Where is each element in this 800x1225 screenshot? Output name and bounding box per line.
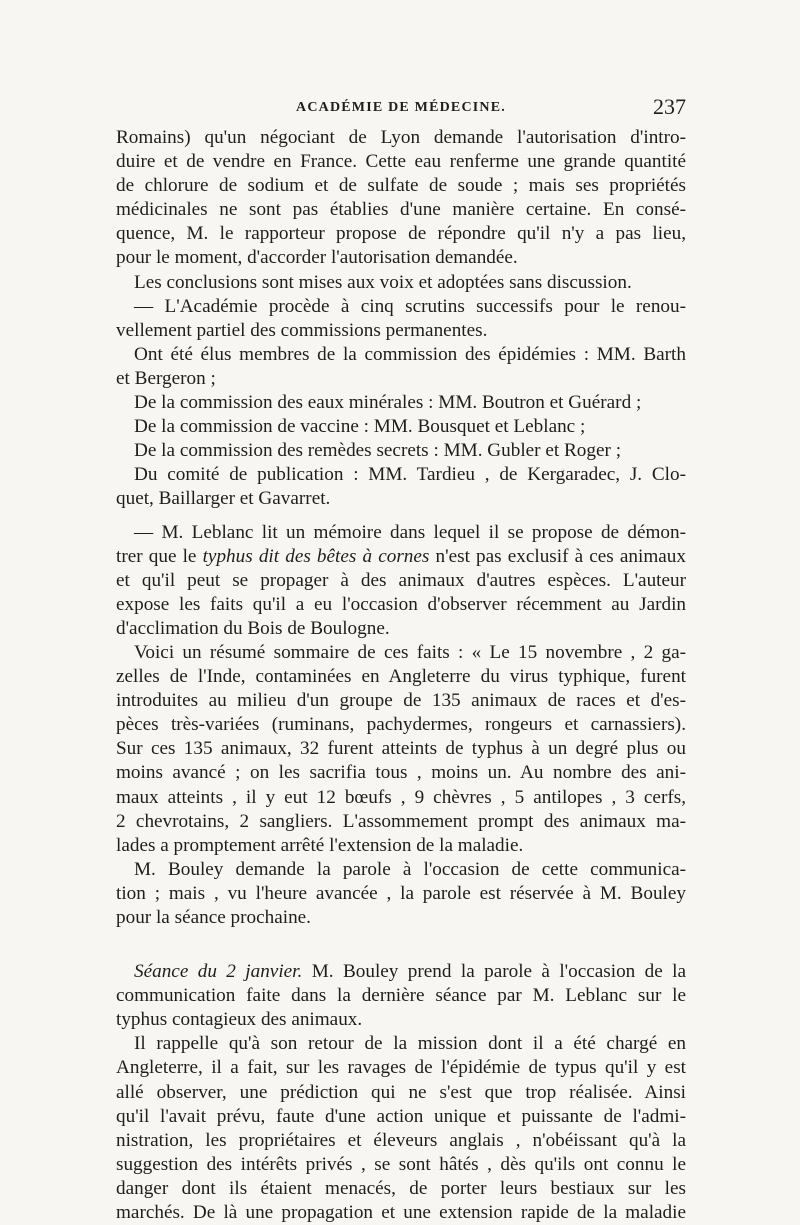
text-line: 2 chevrotains, 2 sangliers. L'assommement prompt des animaux ma- — [116, 810, 686, 832]
text-line: pour la séance prochaine. — [116, 907, 311, 928]
text-line: de chlorure de sodium et de sulfate de soude ; mais ses propriétés — [116, 175, 686, 197]
text-line: Romains) qu'un négociant de Lyon demande l'autorisation d'intro- — [116, 127, 686, 148]
italic-term: typhus dit des bêtes à cornes — [202, 545, 430, 567]
text-line: danger dont ils étaient menacés, de porter leurs bestiaux sur les — [116, 1177, 686, 1199]
text-line: quet, Baillarger et Gavarret. — [116, 488, 331, 510]
text-line: Sur ces 135 animaux, 32 furent atteints de typhus à un degré plus ou — [116, 738, 686, 760]
text-line: moins avancé ; on les sacrifia tous , moins un. Au nombre des ani- — [116, 762, 686, 784]
text-line: — M. Leblanc lit un mémoire dans lequel il se propose de démon- — [134, 521, 686, 543]
text-line: quence, M. le rapporteur propose de répondre qu'il n'y a pas lieu, — [116, 223, 686, 245]
page-number: 237 — [653, 94, 686, 119]
text-line: pour le moment, d'accorder l'autorisation demandée. — [116, 247, 518, 269]
text-line: expose les faits qu'il a eu l'occasion d'observer récemment au Jardin — [116, 593, 686, 615]
text-line: médicinales ne sont pas établies d'une manière certaine. En consé- — [116, 199, 686, 221]
text-line: nistration, les propriétaires et éleveurs anglais , n'obéissant qu'à la — [116, 1129, 686, 1151]
text-line: tion ; mais , vu l'heure avancée , la parole est réservée à M. Bouley — [116, 882, 686, 904]
text-line: zelles de l'Inde, contaminées en Angleterre du virus typhique, furent — [116, 666, 686, 688]
text-line: De la commission des remèdes secrets : MM. Gubler et Roger ; — [134, 440, 622, 462]
text-line: Les conclusions sont mises aux voix et adoptées sans discussion. — [134, 271, 632, 293]
body-text — [116, 126, 686, 1225]
text-line: qu'il l'avait prévu, faute d'une action unique et puissante de l'admi- — [116, 1105, 686, 1127]
text-line: De la commission de vaccine : MM. Bousquet et Leblanc ; — [134, 416, 586, 438]
text-line: M. Bouley demande la parole à l'occasion de cette communica- — [134, 858, 686, 880]
text-line: — L'Académie procède à cinq scrutins successifs pour le renou- — [134, 295, 686, 317]
text-line: vellement partiel des commissions permanentes. — [116, 319, 488, 341]
text-line: allé observer, une prédiction qui ne s'est que trop réalisée. Ainsi — [116, 1081, 686, 1103]
text-line: maux atteints , il y eut 12 bœufs , 9 chèvres , 5 antilopes , 3 cerfs, — [116, 786, 686, 808]
text-line: d'acclimation du Bois de Boulogne. — [116, 617, 390, 639]
text-line: typhus contagieux des animaux. — [116, 1009, 363, 1031]
text-line: Du comité de publication : MM. Tardieu , de Kergaradec, J. Clo- — [134, 464, 686, 486]
text-line: introduites au milieu d'un groupe de 135 animaux de races et d'es- — [116, 690, 686, 712]
text-line: pèces très-variées (ruminans, pachydermes, rongeurs et carnassiers). — [116, 714, 686, 736]
paragraph-gap — [116, 512, 686, 521]
text-line: Il rappelle qu'à son retour de la mission dont il a été chargé en — [134, 1033, 686, 1055]
text-line: Voici un résumé sommaire de ces faits : « Le 15 novembre , 2 ga- — [134, 641, 686, 663]
text-line — [116, 545, 686, 569]
header-title: ACADÉMIE DE MÉDECINE. — [296, 100, 506, 115]
text-line: De la commission des eaux minérales : MM. Boutron et Guérard ; — [134, 392, 642, 414]
text-line: communication faite dans la dernière séance par M. Leblanc sur le — [116, 985, 686, 1007]
text-line: lades a promptement arrêté l'extension de la maladie. — [116, 834, 524, 856]
section-gap — [116, 930, 686, 960]
text-run: trer que le — [116, 545, 197, 567]
text-line: suggestion des intérêts privés , se sont hâtés , dès qu'ils ont connu le — [116, 1153, 686, 1175]
text-line: duire et de vendre en France. Cette eau renferme une grande quantité — [116, 151, 686, 173]
text-run: n'est pas exclusif à ces animaux — [435, 545, 686, 567]
text-line — [116, 960, 686, 984]
text-line: et qu'il peut se propager à des animaux d'autres espèces. L'auteur — [116, 569, 686, 591]
session-date: Séance du 2 janvier. — [134, 961, 303, 983]
text-line: Ont été élus membres de la commission des épidémies : MM. Barth — [134, 343, 686, 365]
text-line: Angleterre, il a fait, sur les ravages de l'épidémie de typus qu'il y est — [116, 1057, 686, 1079]
text-line: et Bergeron ; — [116, 367, 216, 389]
running-header — [116, 96, 686, 124]
text-run: M. Bouley prend la parole à l'occasion de la — [311, 961, 687, 983]
text-line: marchés. De là une propagation et une extension rapide de la maladie — [116, 1202, 686, 1224]
